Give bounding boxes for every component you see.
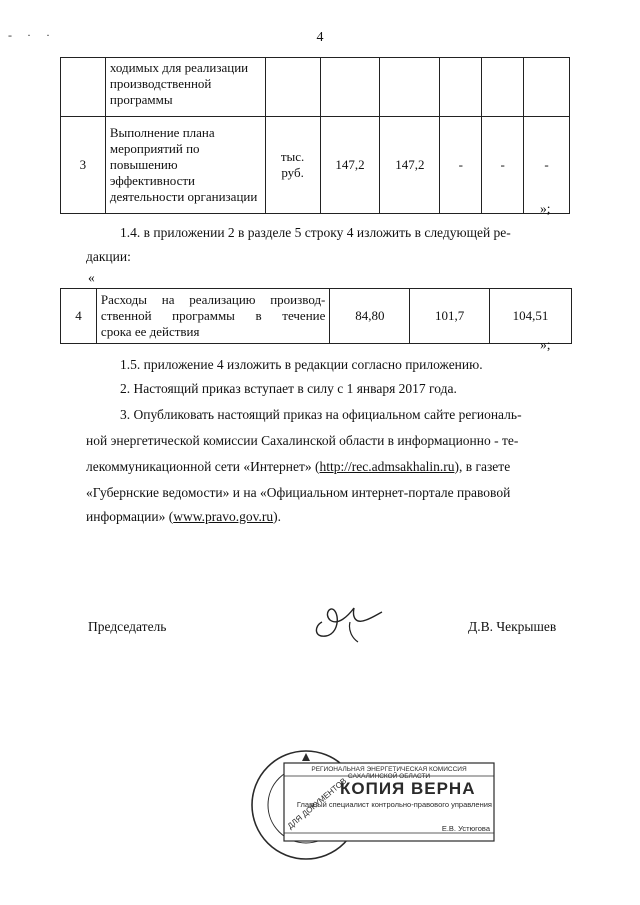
stamp-subtitle: Главный специалист контрольно-правового управления — [296, 800, 492, 809]
paragraph-2: 2. Настоящий приказ вступает в силу с 1 января 2017 года. — [120, 381, 457, 396]
handwritten-signature — [308, 596, 384, 646]
value-cell: 84,80 — [330, 289, 410, 344]
row-number-cell: 3 — [61, 117, 106, 214]
value-cell: 101,7 — [410, 289, 490, 344]
row-name-cell: ходимых для реализации производственной программы — [105, 58, 265, 117]
signature-position: Председатель — [88, 619, 167, 634]
signature-name: Д.В. Чекрышев — [468, 619, 557, 634]
certified-copy-stamp — [248, 743, 496, 863]
stamp-signer: Е.В. Устюгова — [441, 824, 490, 833]
row-name-cell: Выполнение плана мероприятий по повышению эффективности деятельности организации — [105, 117, 265, 214]
paragraph-3-line1: 3. Опубликовать настоящий приказ на официальном сайте региональ- — [120, 407, 522, 422]
opening-quote: « — [88, 270, 95, 285]
stamp-title: КОПИЯ ВЕРНА — [340, 779, 476, 798]
value-cell: - — [440, 117, 482, 214]
pravo-portal-link[interactable]: www.pravo.gov.ru — [173, 509, 274, 524]
paragraph-3-line2: ной энергетической комиссии Сахалинской области в информационно - те- — [86, 433, 519, 448]
paragraph-1-5: 1.5. приложение 4 изложить в редакции согласно приложению. — [120, 357, 483, 372]
value-cell: 147,2 — [320, 117, 380, 214]
table-row — [61, 58, 570, 117]
closing-quote: »; — [540, 337, 551, 352]
paragraph-3-line3: лекоммуникационной сети «Интернет» (http://rec.admsakhalin.ru), в газете — [86, 459, 511, 474]
indicators-table-continued — [60, 57, 570, 214]
value-cell: - — [482, 117, 524, 214]
margin-marks: - · · — [8, 28, 56, 42]
paragraph-3-line5: информации» (www.pravo.gov.ru). — [86, 509, 281, 524]
value-cell: - — [524, 117, 570, 214]
page-number: 4 — [316, 30, 324, 45]
table-row — [61, 117, 570, 214]
paragraph-1-4-line2: дакции: — [86, 249, 131, 264]
expense-row-table — [60, 288, 572, 344]
paragraph-3-line4: «Губернские ведомости» и на «Официальном интернет-портале правовой — [86, 485, 511, 500]
value-cell: 104,51 — [490, 289, 572, 344]
table-row — [61, 289, 572, 344]
row-number-cell: 4 — [61, 289, 97, 344]
row-name-cell: Расходы на реализацию производ- ственной программы в течение срока ее действия — [96, 289, 329, 344]
unit-cell: тыс. руб. — [265, 117, 320, 214]
rec-site-link[interactable]: http://rec.admsakhalin.ru — [319, 459, 455, 474]
value-cell: 147,2 — [380, 117, 440, 214]
closing-quote: »; — [540, 201, 551, 216]
stamp-ring-center: ДЛЯ ДОКУМЕНТОВ — [285, 776, 349, 831]
stamp-header: РЕГИОНАЛЬНАЯ ЭНЕРГЕТИЧЕСКАЯ КОМИССИЯ САХАЛИНСКОЙ ОБЛАСТИ — [311, 766, 467, 780]
paragraph-1-4-line1: 1.4. в приложении 2 в разделе 5 строку 4 изложить в следующей ре- — [120, 225, 511, 240]
